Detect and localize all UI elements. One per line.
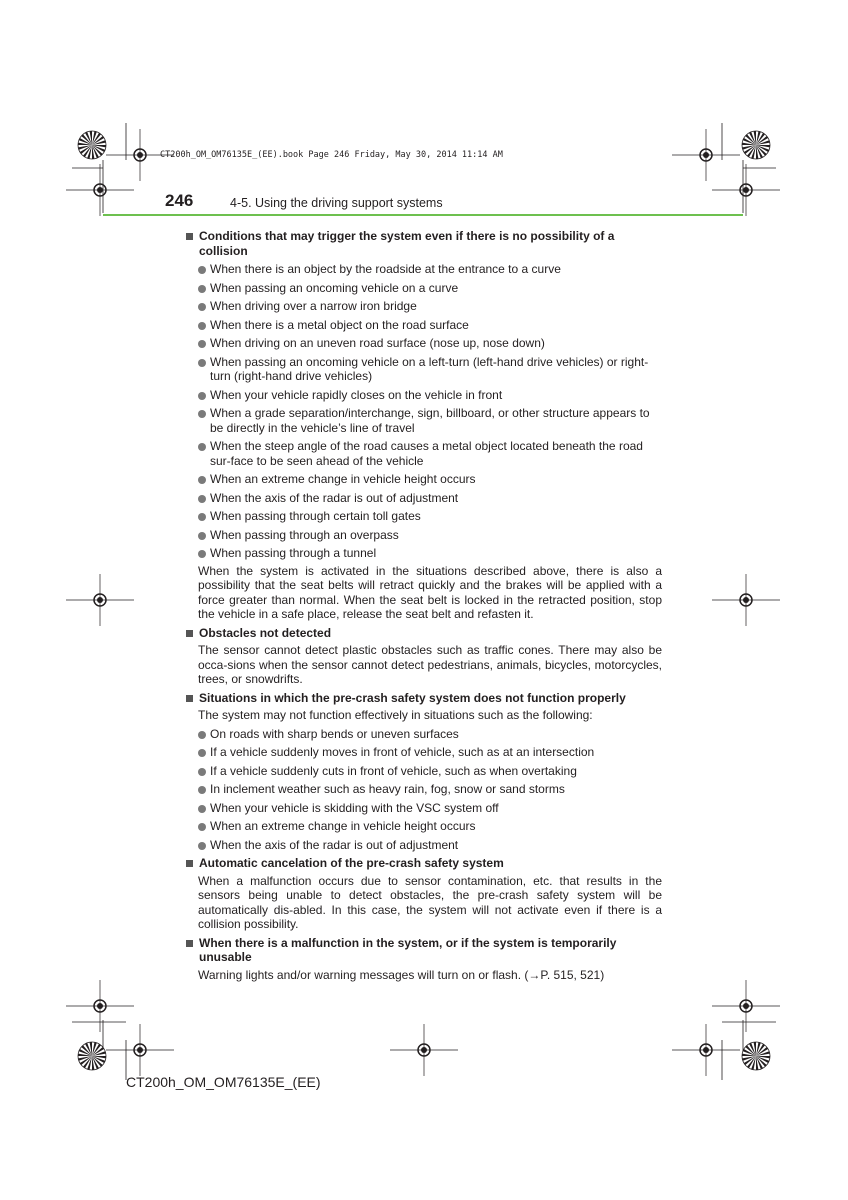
main-content xyxy=(186,225,662,982)
crosshair-mark xyxy=(106,1024,174,1076)
crosshair-mark xyxy=(66,574,134,626)
footer-code: CT200h_OM_OM76135E_(EE) xyxy=(126,1074,321,1090)
list-item: When there is an object by the roadside at the entrance to a curve xyxy=(186,262,662,277)
list-item: If a vehicle suddenly moves in front of vehicle, such as at an intersection xyxy=(186,745,662,760)
paragraph: The sensor cannot detect plastic obstacles such as traffic cones. There may also be occa-sions when the sensor cannot detect pedestrians, animals, bicycles, motorcycles, trees, or snowdrifts. xyxy=(198,643,662,686)
list-item: When your vehicle rapidly closes on the vehicle in front xyxy=(186,388,662,403)
paragraph: Warning lights and/or warning messages will turn on or flash. (→P. 515, 521) xyxy=(198,967,605,982)
list-item: When an extreme change in vehicle height occurs xyxy=(186,472,662,487)
list-item: On roads with sharp bends or uneven surfaces xyxy=(186,727,662,742)
page-number: 246 xyxy=(165,191,194,210)
header-rule xyxy=(103,214,743,216)
paragraph: When a malfunction occurs due to sensor contamination, etc. that results in the sensors being unable to detect obstacles, the pre-crash safety system will be automatically dis-abled. In this case, the system will not activate even if there is a collision possibility. xyxy=(198,873,662,931)
list-item: When passing through an overpass xyxy=(186,528,662,543)
list-item: When there is a metal object on the road surface xyxy=(186,318,662,333)
list-item: When passing through certain toll gates xyxy=(186,509,662,524)
starburst-mark xyxy=(78,131,106,159)
list-item: When passing through a tunnel xyxy=(186,546,662,561)
list-item: When a grade separation/interchange, sign, billboard, or other structure appears to be directly in the vehicle’s line of travel xyxy=(186,406,662,435)
crosshair-mark xyxy=(66,980,134,1032)
crosshair-mark xyxy=(672,129,740,181)
list-item: When driving over a narrow iron bridge xyxy=(186,299,662,314)
paragraph: When the system is activated in the situations described above, there is also a possibility that the seat belts will retract quickly and the brakes will be applied with a force greater than normal. When the seat belt is locked in the retracted position, stop the vehicle in a safe place, release the seat belt and refasten it. xyxy=(198,563,662,621)
list-item: When passing an oncoming vehicle on a left-turn (left-hand drive vehicles) or right-turn (right-hand drive vehicles) xyxy=(186,355,662,384)
book-info-line: CT200h_OM_OM76135E_(EE).book Page 246 Friday, May 30, 2014 11:14 AM xyxy=(160,150,503,160)
paragraph: The system may not function effectively in situations such as the following: xyxy=(198,708,593,722)
section-heading: Obstacles not detected xyxy=(186,626,662,641)
starburst-mark xyxy=(742,1042,770,1070)
starburst-mark xyxy=(742,131,770,159)
section-title: 4-5. Using the driving support systems xyxy=(230,196,443,210)
list-item: When an extreme change in vehicle height occurs xyxy=(186,819,662,834)
list-item: In inclement weather such as heavy rain, fog, snow or sand storms xyxy=(186,782,662,797)
crosshair-mark xyxy=(672,1024,740,1076)
list-item: When passing an oncoming vehicle on a curve xyxy=(186,281,662,296)
list-item: When the steep angle of the road causes a metal object located beneath the road sur-face to be seen ahead of the vehicle xyxy=(186,439,662,468)
crosshair-mark xyxy=(66,164,134,216)
crosshair-mark xyxy=(712,574,780,626)
starburst-mark xyxy=(78,1042,106,1070)
section-heading: Conditions that may trigger the system even if there is no possibility of a collision xyxy=(186,229,662,258)
list-item: When your vehicle is skidding with the VSC system off xyxy=(186,801,662,816)
list-item: When the axis of the radar is out of adjustment xyxy=(186,491,662,506)
crosshair-mark xyxy=(712,164,780,216)
list-item: When the axis of the radar is out of adjustment xyxy=(186,838,662,853)
section-heading: Automatic cancelation of the pre-crash safety system xyxy=(186,856,662,871)
list-item: If a vehicle suddenly cuts in front of vehicle, such as when overtaking xyxy=(186,764,662,779)
list-item: When driving on an uneven road surface (nose up, nose down) xyxy=(186,336,662,351)
crosshair-mark xyxy=(712,980,780,1032)
section-heading: When there is a malfunction in the system, or if the system is temporarily unusable xyxy=(186,936,662,965)
crosshair-mark xyxy=(390,1024,458,1076)
section-heading: Situations in which the pre-crash safety system does not function properly xyxy=(186,691,662,706)
